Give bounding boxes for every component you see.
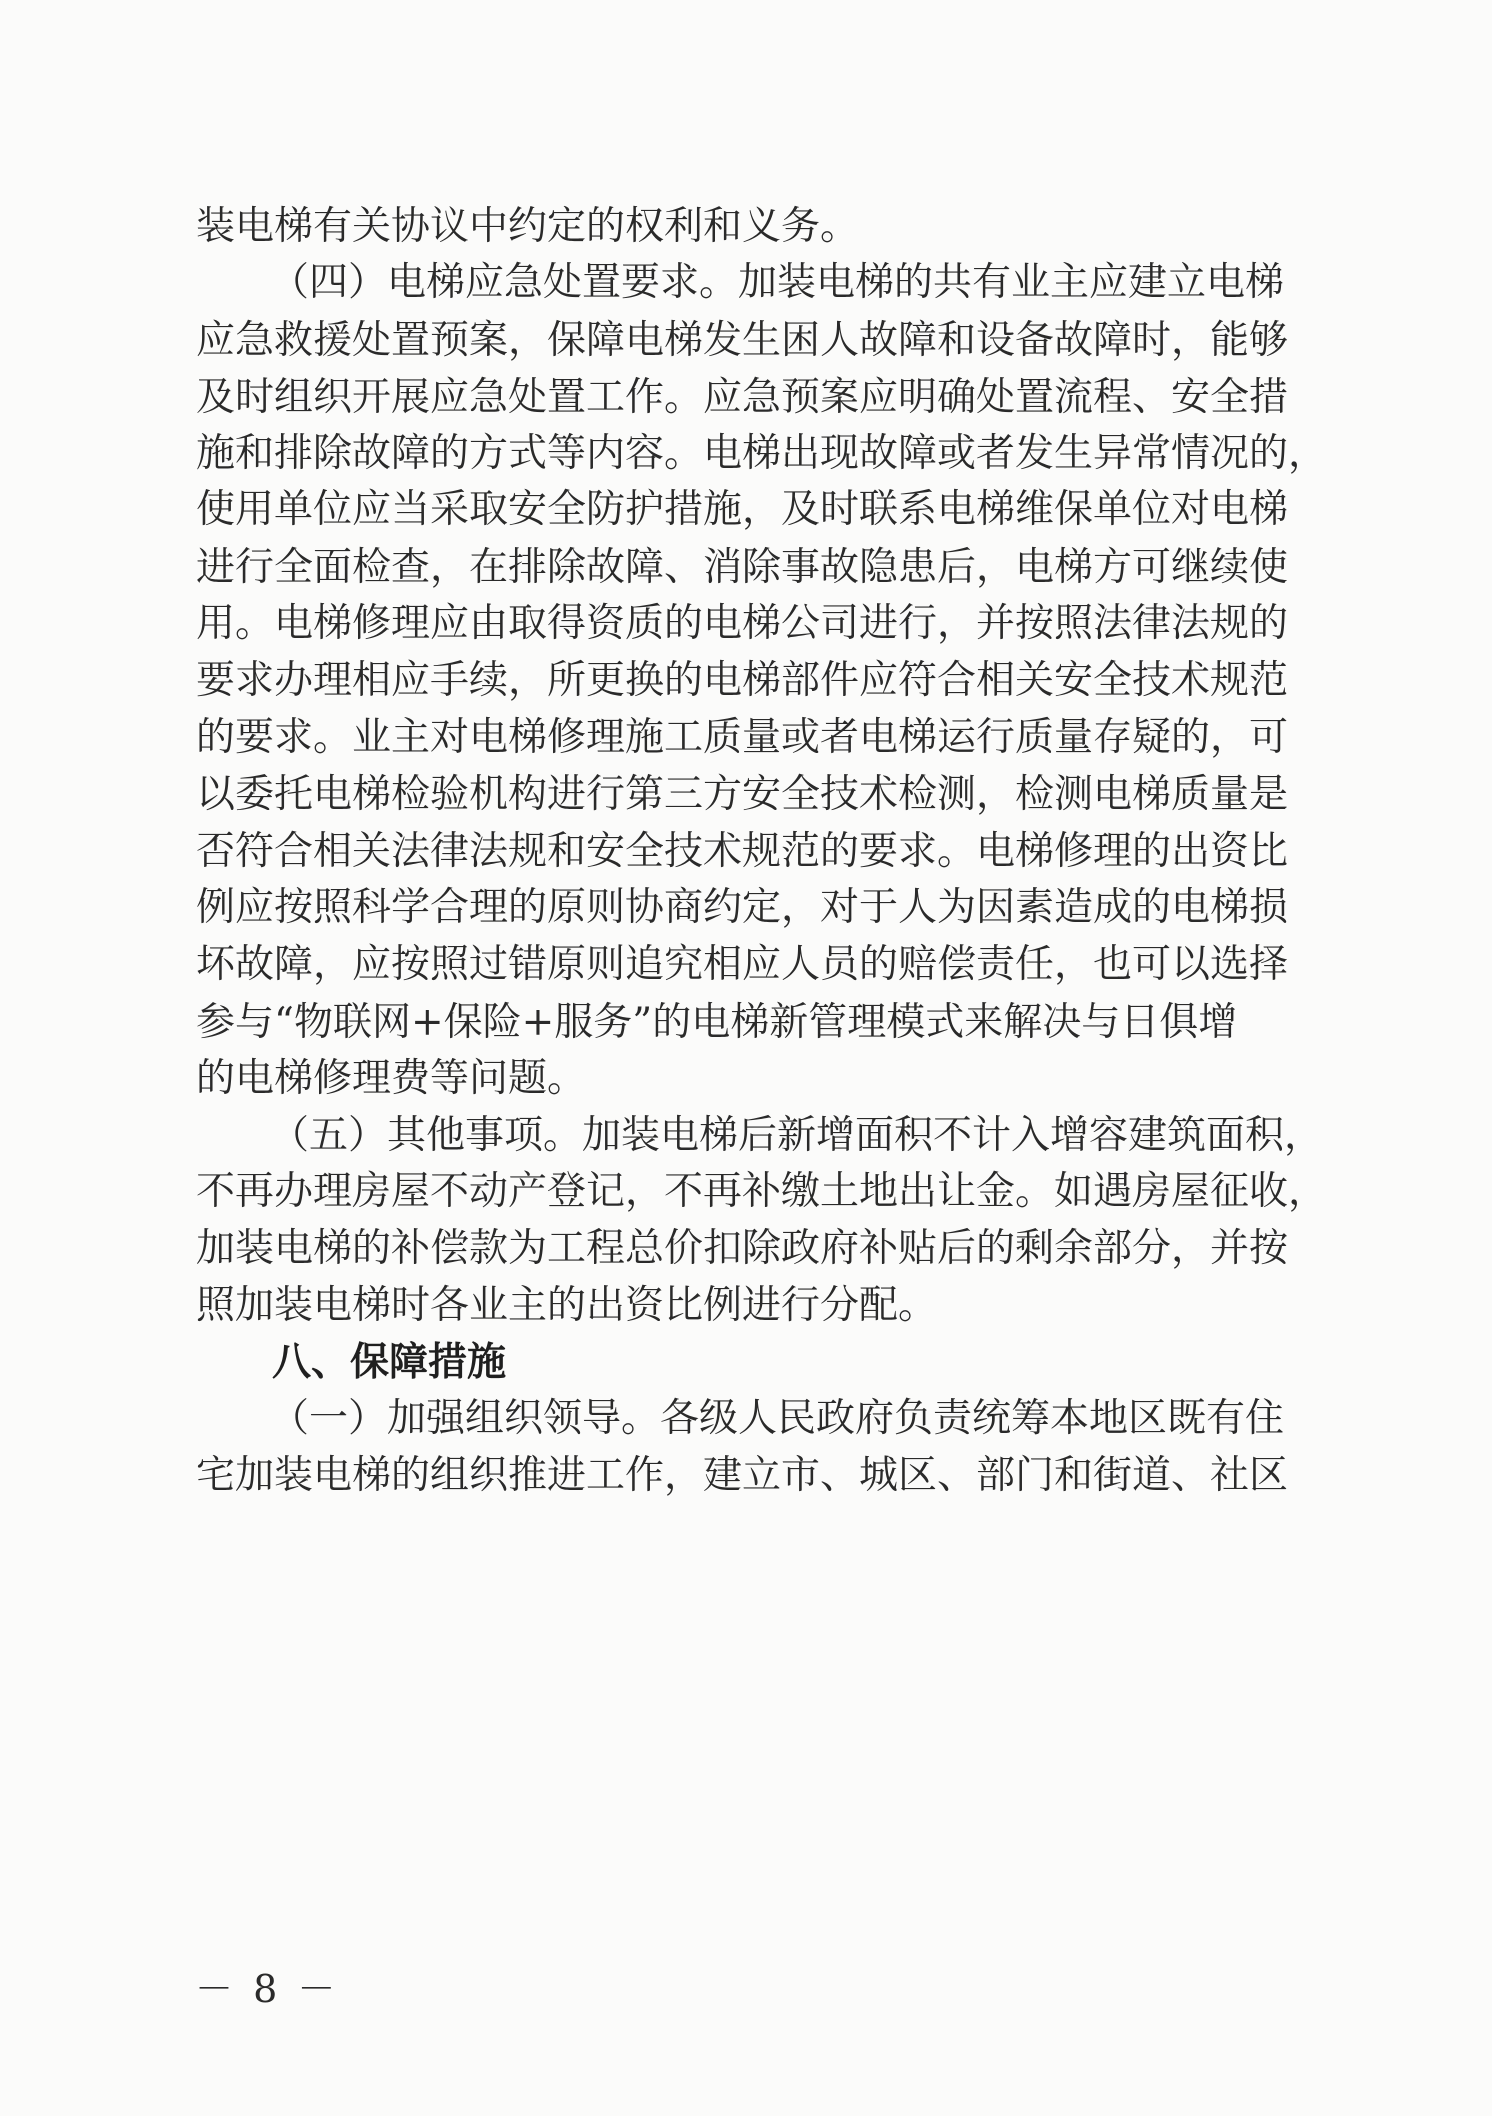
text-line: 应急救援处置预案，保障电梯发生困人故障和设备故障时，能够 (196, 318, 1289, 363)
text-line: （五）其他事项。加装电梯后新增面积不计入增容建筑面积， (270, 1113, 1324, 1158)
text-line: 否符合相关法律法规和安全技术规范的要求。电梯修理的出资比 (196, 829, 1289, 874)
text-line: 宅加装电梯的组织推进工作，建立市、城区、部门和街道、社区 (196, 1453, 1289, 1498)
text-line: 参与“物联网+保险+服务”的电梯新管理模式来解决与日俱增 (196, 1000, 1238, 1045)
text-line: 坏故障，应按照过错原则追究相应人员的赔偿责任，也可以选择 (196, 942, 1289, 987)
text-line: 例应按照科学合理的原则协商约定，对于人为因素造成的电梯损 (196, 885, 1289, 930)
text-line: 照加装电梯时各业主的出资比例进行分配。 (196, 1283, 938, 1328)
text-line: （四）电梯应急处置要求。加装电梯的共有业主应建立电梯 (270, 260, 1285, 305)
page-number: － 8 － (195, 1967, 340, 2011)
text-line: （一）加强组织领导。各级人民政府负责统筹本地区既有住 (270, 1396, 1285, 1441)
text-line: 加装电梯的补偿款为工程总价扣除政府补贴后的剩余部分，并按 (196, 1226, 1289, 1271)
text-line: 进行全面检查，在排除故障、消除事故隐患后，电梯方可继续使 (196, 545, 1289, 590)
text-line: 及时组织开展应急处置工作。应急预案应明确处置流程、安全措 (196, 375, 1289, 420)
text-line: 装电梯有关协议中约定的权利和义务。 (196, 204, 860, 249)
text-line: 施和排除故障的方式等内容。电梯出现故障或者发生异常情况的， (196, 431, 1328, 476)
text-line: 的要求。业主对电梯修理施工质量或者电梯运行质量存疑的，可 (196, 715, 1289, 760)
text-line: 以委托电梯检验机构进行第三方安全技术检测，检测电梯质量是 (196, 772, 1289, 817)
text-line: 使用单位应当采取安全防护措施，及时联系电梯维保单位对电梯 (196, 487, 1289, 532)
text-line: 的电梯修理费等问题。 (196, 1056, 587, 1101)
section-heading: 八、保障措施 (272, 1340, 507, 1385)
text-line: 用。电梯修理应由取得资质的电梯公司进行，并按照法律法规的 (196, 601, 1289, 646)
text-line: 要求办理相应手续，所更换的电梯部件应符合相关安全技术规范 (196, 658, 1289, 703)
text-line: 不再办理房屋不动产登记，不再补缴土地出让金。如遇房屋征收， (196, 1169, 1328, 1214)
